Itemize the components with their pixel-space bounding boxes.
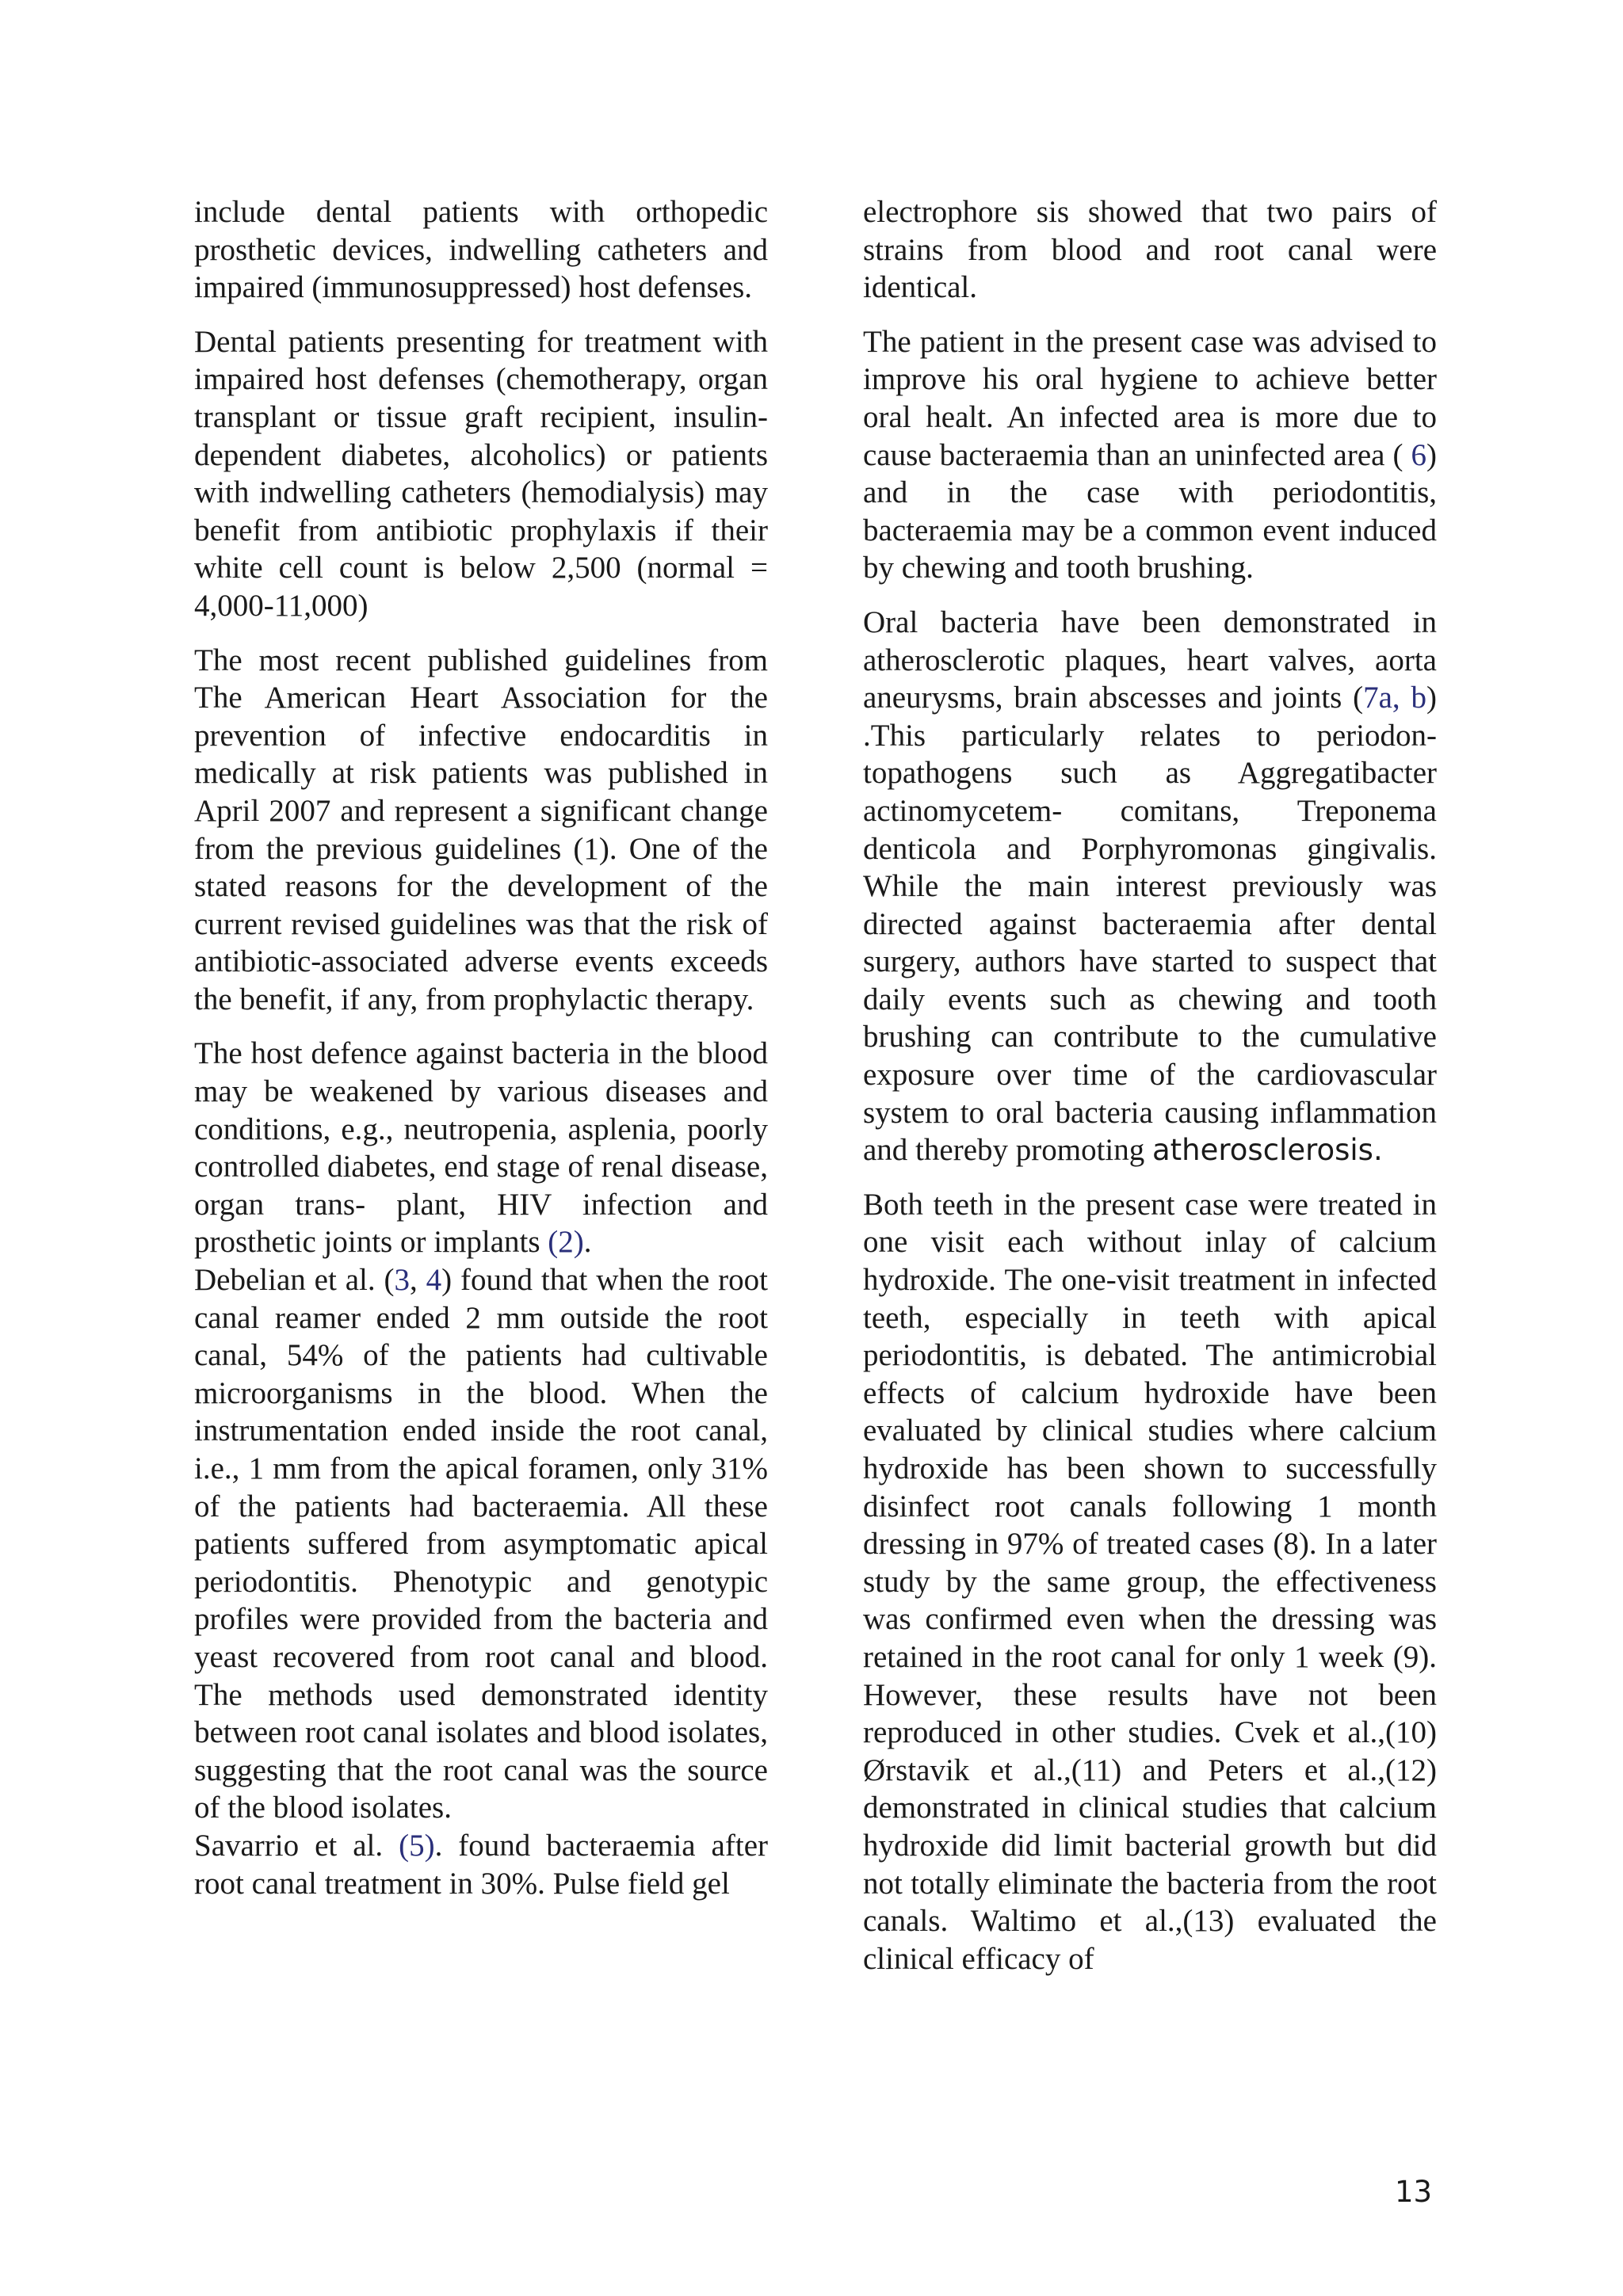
paragraph-right-3-start: Oral bacteria have been demonstrated in atherosclerotic plaques, heart valves, aorta aneurysms, brain abscesses and joints ( xyxy=(863,605,1437,715)
citation-link-7[interactable]: 7a, b xyxy=(1363,681,1426,715)
paragraph-left-6-start: Savarrio et al. xyxy=(194,1828,399,1863)
paragraph-left-5-start: Debelian et al. ( xyxy=(194,1263,395,1298)
paragraph-right-2-start: The patient in the present case was advised to improve his oral hygiene to achieve better oral healt. An infected area is more due to cause bacteraemia than an uninfected area ( xyxy=(863,324,1437,472)
citation-link-2[interactable]: (2) xyxy=(548,1225,584,1260)
paragraph-right-2 xyxy=(863,323,1437,587)
paragraph-right-4: Both teeth in the present case were treated in one visit each without inlay of calcium hydroxide. The one-visit treatment in infected teeth, especially in teeth with apical periodontitis, is debated. The antimicrobial effects of calcium hydroxide have been evaluated by clinical studies where calcium hydroxide has been shown to successfully disinfect root canals following 1 month dressing in 97% of treated cases (8). In a later study by the same group, the effectiveness was confirmed even when the dressing was retained in the root canal for only 1 week (9). However, these results have not been reproduced in other studies. Cvek et al.,(10) Ørstavik et al.,(11) and Peters et al.,(12) demonstrated in clinical studies that calcium hydroxide did limit bacterial growth but did not totally eliminate the bacteria from the root canals. Waltimo et al.,(13) evaluated the clinical efficacy of xyxy=(863,1187,1437,1976)
page-number: 13 xyxy=(1395,2175,1433,2209)
paragraph-left-4-text: The host defence against bacteria in the blood may be weakened by various diseases and conditions, e.g., neutropenia, asplenia, poorly controlled diabetes, end stage of renal disease, organ trans- plant, HIV infection and prosthetic joints or implants xyxy=(194,1036,768,1260)
paragraph-left-4-end: . xyxy=(583,1225,592,1260)
citation-link-4[interactable]: 4 xyxy=(426,1263,442,1298)
paragraph-left-5 xyxy=(194,1261,768,1827)
citation-link-3[interactable]: 3 xyxy=(394,1263,410,1298)
paragraph-left-6-text: . found bacteraemia after root canal treatment in 30%. Pulse field gel xyxy=(194,1828,768,1901)
paragraph-right-2-text: ) and in the case with periodontitis, bacteraemia may be a common event induced by chewing and tooth brushing. xyxy=(863,437,1437,585)
paragraph-left-1: include dental patients with orthopedic prosthetic devices, indwelling catheters and impaired (immunosuppressed) host defenses. xyxy=(194,195,768,305)
paragraph-right-1: electrophore sis showed that two pairs of strains from blood and root canal were identical. xyxy=(863,195,1437,305)
paragraph-left-5-sep: , xyxy=(409,1263,426,1298)
paragraph-left-5-text: ) found that when the root canal reamer ended 2 mm outside the root canal, 54% of the patients had cultivable microorganisms in the blood. When the instrumentation ended inside the root canal, i.e., 1 mm from the apical foramen, only 31% of the patients had bacteraemia. All these patients suffered from asymptomatic apical periodontitis. Phenotypic and genotypic profiles were provided from the bacteria and yeast recovered from root canal and blood. The methods used demonstrated identity between root canal isolates and blood isolates, suggesting that the root canal was the source of the blood isolates. xyxy=(194,1263,769,1825)
paragraph-left-4 xyxy=(194,1035,768,1261)
paragraph-left-2: Dental patients presenting for treatment with impaired host defenses (chemotherapy, organ transplant or tissue graft recipient, insulin-dependent diabetes, alcoholics) or patients with indwelling catheters (hemodialysis) may benefit from antibiotic prophylaxis if their white cell count is below 2,500 (normal = 4,000-11,000) xyxy=(194,324,768,623)
citation-link-6[interactable]: 6 xyxy=(1411,437,1426,472)
citation-link-5[interactable]: (5) xyxy=(399,1828,435,1863)
paragraph-right-3 xyxy=(863,604,1437,1169)
left-column xyxy=(194,193,768,1902)
paragraph-right-3-text: ) .This particularly relates to periodon-topathogens such as Aggregatibacter actinomycetem- comitans, Treponema denticola and Porphyromonas gingivalis. While the main interest previously was directed against bacteraemia after dental surgery, authors have started to suspect that daily events such as chewing and tooth brushing can contribute to the cumulative exposure over time of the cardiovascular system to oral bacteria causing inflammation and thereby promoting xyxy=(863,681,1437,1168)
paragraph-right-3-end: atherosclerosis. xyxy=(1152,1133,1383,1168)
paragraph-left-3: The most recent published guidelines from The American Heart Association for the prevention of infective endocarditis in medically at risk patients was published in April 2007 and represent a significant change from the previous guidelines (1). One of the stated reasons for the development of the current revised guidelines was that the risk of antibiotic-associated adverse events exceeds the benefit, if any, from prophylactic therapy. xyxy=(194,643,768,1016)
right-column xyxy=(863,193,1437,1994)
paragraph-left-6 xyxy=(194,1827,768,1902)
